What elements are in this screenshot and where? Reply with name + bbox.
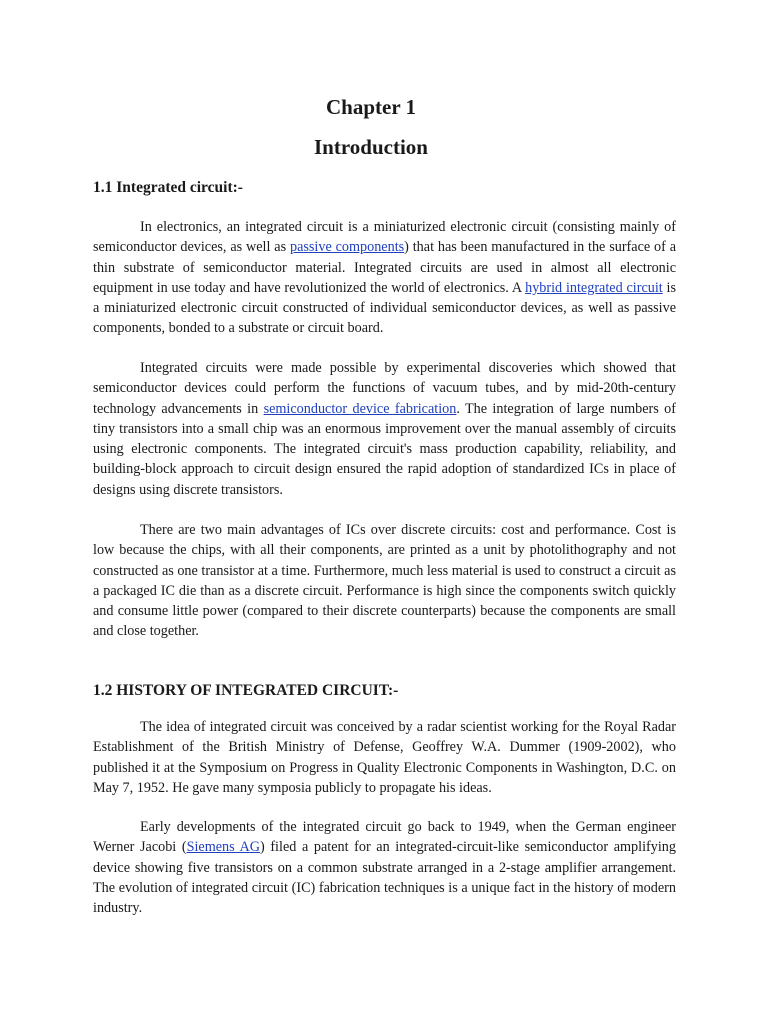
paragraph-text: Integrated circuits were made possible by experimental discoveries which showed that semiconductor devices could perform the functions of vacuum tubes, and by mid-20th-century technology advancements in [93, 360, 676, 417]
section-heading-1-2: 1.2 HISTORY OF INTEGRATED CIRCUIT:- [93, 682, 399, 699]
paragraph-ic-early-developments [93, 817, 676, 918]
paragraph-text: is a miniaturized electronic circuit constructed of individual semiconductor devices, as well as passive components, bonded to a substrate or circuit board. [93, 279, 676, 337]
link-passive-components[interactable]: passive components [289, 239, 405, 256]
paragraph-text: In electronics, an integrated circuit is a miniaturized electronic circuit (consisting mainly of semiconductor devices, as well as [93, 219, 676, 256]
link-siemens-ag[interactable]: Siemens AG [186, 839, 260, 856]
paragraph-ic-idea: The idea of integrated circuit was conceived by a radar scientist working for the Royal Radar Establishment of the British Ministry of Defense, Geoffrey W.A. Dummer (1909-2002), who published it at the Symposium on Progress in Quality Electronic Components in Washington, D.C. on May 7, 1952. He gave many symposia publicly to propagate his ideas. [93, 719, 676, 796]
chapter-title: Chapter 1 [325, 95, 417, 119]
paragraph-ic-origins [93, 358, 676, 500]
paragraph-text: . The integration of large numbers of tiny transistors into a small chip was an enormous improvement over the manual assembly of circuits using electronic components. The integrated circuit's mass production capability, reliability, and building-block approach to circuit design ensured the rapid adoption of standardized ICs in place of designs using discrete transistors. [93, 400, 676, 498]
paragraph-text: Early developments of the integrated circuit go back to 1949, when the German engineer Werner Jacobi ( [93, 819, 676, 856]
paragraph-text: ) that has been manufactured in the surface of a thin substrate of semiconductor material. Integrated circuits are used in almost all electronic equipment in use today and have revolutionized the world of electronics. A [93, 239, 676, 296]
chapter-subtitle: Introduction [314, 135, 428, 159]
paragraph-ic-advantages: There are two main advantages of ICs over discrete circuits: cost and performance. Cost is low because the chips, with all their components, are printed as a unit by photolithography and not constructed as one transistor at a time. Furthermore, much less material is used to construct a circuit as a packaged IC die than as a discrete circuit. Performance is high since the components switch quickly and consume little power (compared to their discrete counterparts) because the components are small and close together. [93, 522, 676, 640]
paragraph-ic-definition [93, 217, 676, 339]
link-hybrid-integrated-circuit[interactable]: hybrid integrated circuit [525, 279, 663, 296]
section-heading-1-1: 1.1 Integrated circuit:- [93, 179, 243, 196]
paragraph-text: ) filed a patent for an integrated-circuit-like semiconductor amplifying device showing five transistors on a common substrate arranged in a 2-stage amplifier arrangement. The evolution of integrated circuit (IC) fabrication techniques is a unique fact in the history of modern industry. [93, 839, 676, 917]
link-semiconductor-device-fabrication[interactable]: semiconductor device fabrication [263, 400, 457, 417]
